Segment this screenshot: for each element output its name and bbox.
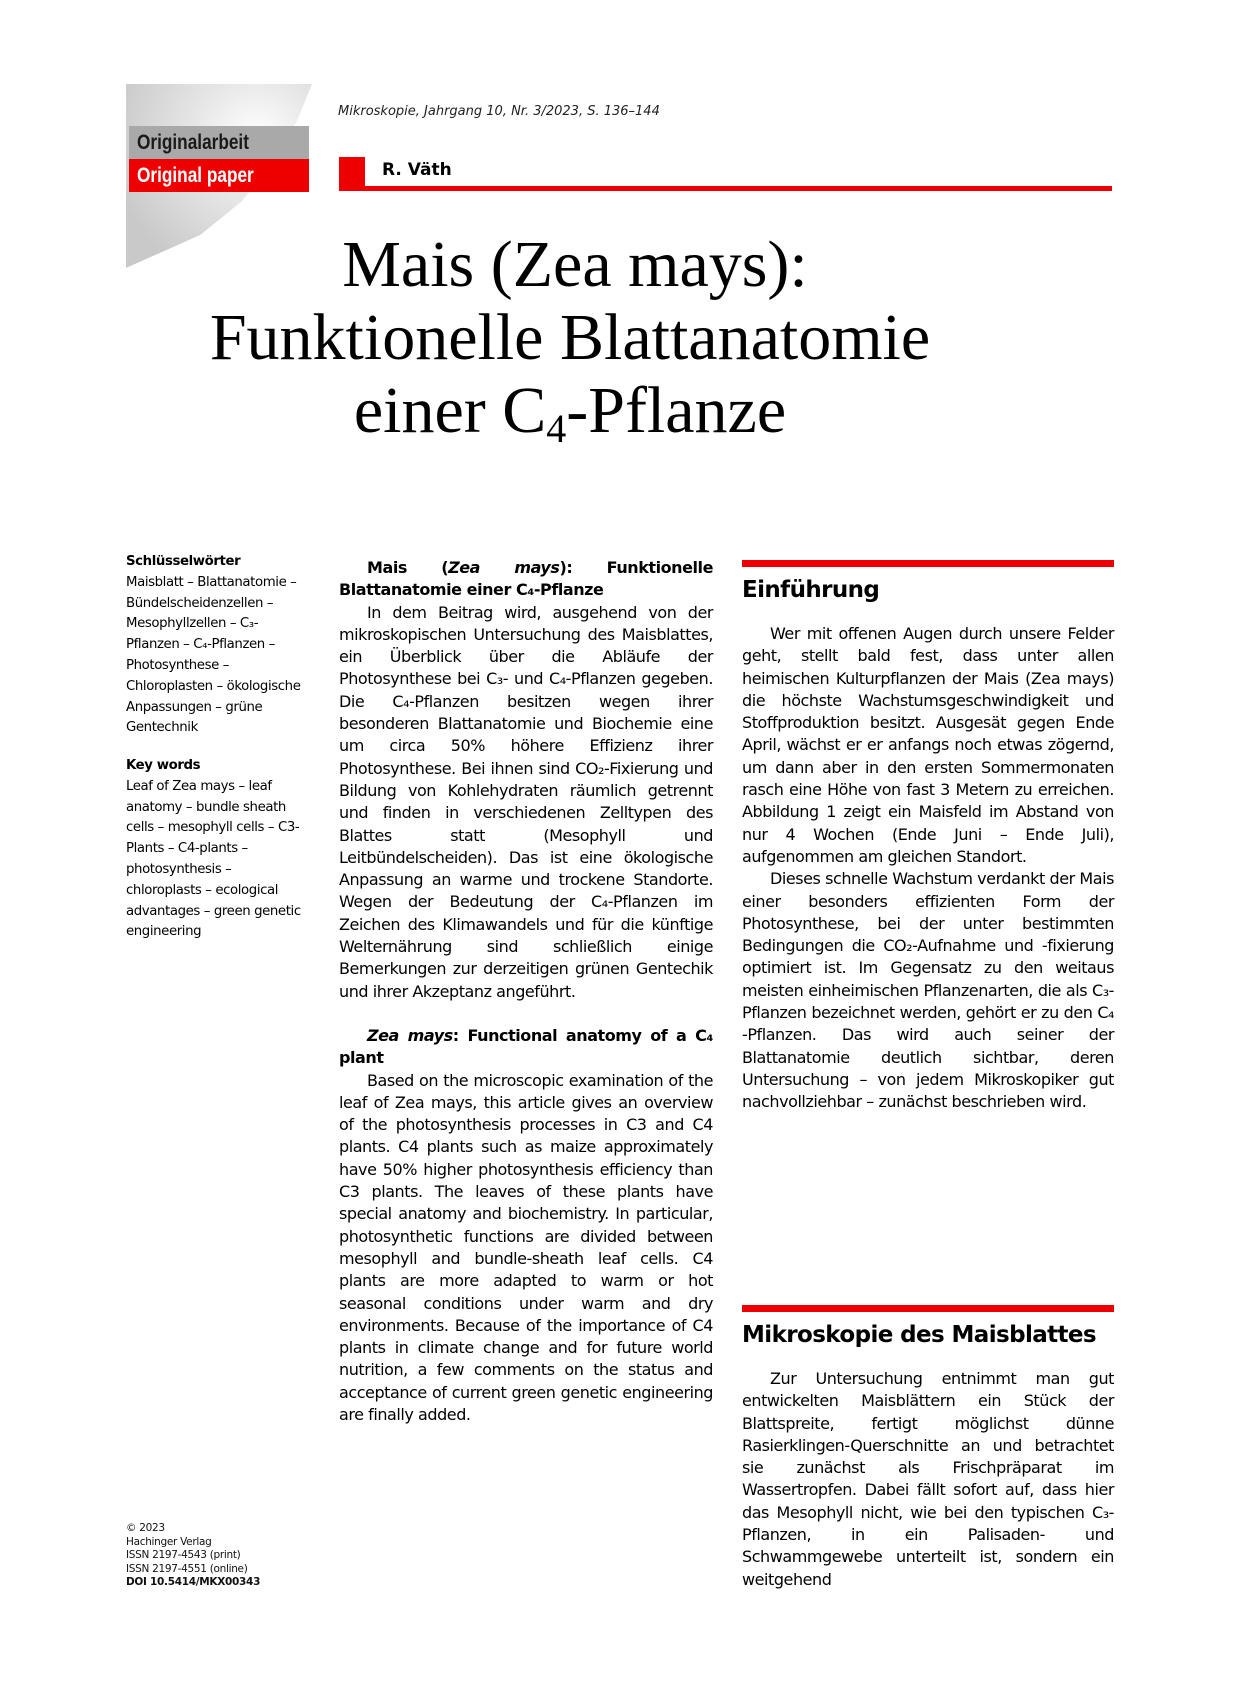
keywords-de [126,552,306,739]
abstract-column [339,557,713,1426]
title-line-1: Mais (Zea mays): [342,228,808,301]
title-line-2: Funktionelle Blattanatomie [209,301,931,374]
article-title [120,228,1020,451]
author-bar-rule [339,186,1112,191]
issn-online: ISSN 2197-4551 (online) [126,1562,248,1575]
abstract-en-body: Based on the microscopic examination of the leaf of Zea mays, this article gives an overview of the photosynthesis processes in C3 and C4 plants. C4 plants such as maize approximately have 50% higher photosynthesis efficiency than C3 plants. The leaves of these plants have special anatomy and biochemistry. In particular, photosynthetic functions are divided between mesophyll and bundle-sheath leaf cells. C4 plants are more adapted to warm or hot seasonal conditions under warm and dry environments. Because of the importance of C4 plants in climate change and for future world nutrition, a few comments on the status and acceptance of current green genetic engineering are finally added. [339,1070,713,1424]
section-heading: Einführung [742,577,880,603]
abstract-de-heading: Mais (Zea mays): Funktionelle Blattanatomie einer C₄-Pflanze [339,558,713,600]
section-body [742,1368,1114,1591]
keywords-de-text: Maisblatt – Blattanatomie – Bündelscheidenzellen – Mesophyllzellen – C₃-Pflanzen – C₄-Pflanzen – Photosynthese – Chloroplasten – ökologische Anpassungen – grüne Gentechnik [126,574,301,736]
abstract-en-heading: Zea mays: Functional anatomy of a C₄ plant [339,1025,713,1068]
section-body [742,623,1114,1114]
doi: DOI 10.5414/MKX00343 [126,1576,261,1588]
copyright: © 2023 [126,1522,165,1534]
keywords-en-text: Leaf of Zea mays – leaf anatomy – bundle sheath cells – mesophyll cells – C3-Plants – C4-plants – photosynthesis – chloroplasts – ecological advantages – green genetic engineering [126,778,301,940]
section-rule [742,1305,1114,1312]
issn-print: ISSN 2197-4543 (print) [126,1549,241,1561]
paragraph: Wer mit offenen Augen durch unsere Felder geht, stellt bald fest, dass unter allen heimischen Kulturpflanzen der Mais (Zea mays) die höchste Wachstumsgeschwindigkeit und Stoffproduktion besitzt. Ausgesät gegen Ende April, wächst er er anfangs noch etwas zögernd, um dann aber in den ersten Sommermonaten rasch eine Höhe von fast 3 Metern zu erreichen. Abbildung 1 zeigt ein Maisfeld im Abstand von nur 4 Wochen (Ende Juni – Ende Juli), aufgenommen am gleichen Standort. [742,624,1114,866]
journal-citation: Mikroskopie, Jahrgang 10, Nr. 3/2023, S. 136–144 [338,104,660,119]
author-name: R. Väth [382,160,452,180]
paragraph: Dieses schnelle Wachstum verdankt der Mais einer besonders effizienten Form der Photosynthese, bei der unter bestimmten Bedingungen die CO₂-Aufnahme und -fixierung optimiert ist. Im Gegensatz zu den weitaus meisten einheimischen Pflanzenarten, die als C₃-Pflanzen bezeichnet werden, gehört er zu den C₄ -Pflanzen. Das wird auch seiner der Blattanatomie deutlich sichtbar, deren Untersuchung – von jedem Mikroskopiker gut nachvollziehbar – zunächst beschrieben wird. [742,869,1114,1112]
category-badge-de: Originalarbeit [129,126,309,159]
paragraph: Zur Untersuchung entnimmt man gut entwickelten Maisblättern ein Stück der Blattspreite, fertigt möglichst dünne Rasierklingen-Querschnitte an und betrachtet sie zunächst als Frischpräparat im Wassertropfen. Dabei fällt sofort auf, dass hier das Mesophyll nicht, wie bei den typischen C₃-Pflanzen, in ein Palisaden- und Schwammgewebe unterteilt ist, sondern ein weitgehend [742,1369,1114,1589]
section-rule [742,560,1114,567]
section-heading: Mikroskopie des Maisblattes [742,1322,1097,1348]
category-badge-en: Original paper [129,159,309,192]
publication-info [126,1522,260,1590]
abstract-de-body: In dem Beitrag wird, ausgehend von der mikroskopischen Untersuchung des Maisblattes, ein Überblick über die Abläufe der Photosynthese bei C₃- und C₄-Pflanzen gegeben. Die C₄-Pflanzen besitzen wegen ihrer besonderen Blattanatomie und Biochemie eine um circa 50% höhere Effizienz ihrer Photosynthese. Bei ihnen sind CO₂-Fixierung und Bildung von Kohlehydraten räumlich getrennt und finden in verschiedenen Zelltypen des Blattes statt (Mesophyll und Leitbündelscheiden). Das ist eine ökologische Anpassung an warme und trockene Standorte. Wegen der Bedeutung der C₄-Pflanzen im Zeichen des Klimawandels und für die künftige Welternährung sind schließlich einige Bemerkungen zur derzeitigen grünen Gentechik und ihrer Akzeptanz angeführt. [339,602,713,1001]
keywords-en [126,756,306,943]
keywords-de-heading: Schlüsselwörter [126,554,241,569]
title-line-3: einer $C_4$-Pflanze [353,374,787,451]
publisher: Hachinger Verlag [126,1535,212,1548]
keywords-en-heading: Key words [126,758,201,773]
author-bar [339,157,1112,191]
